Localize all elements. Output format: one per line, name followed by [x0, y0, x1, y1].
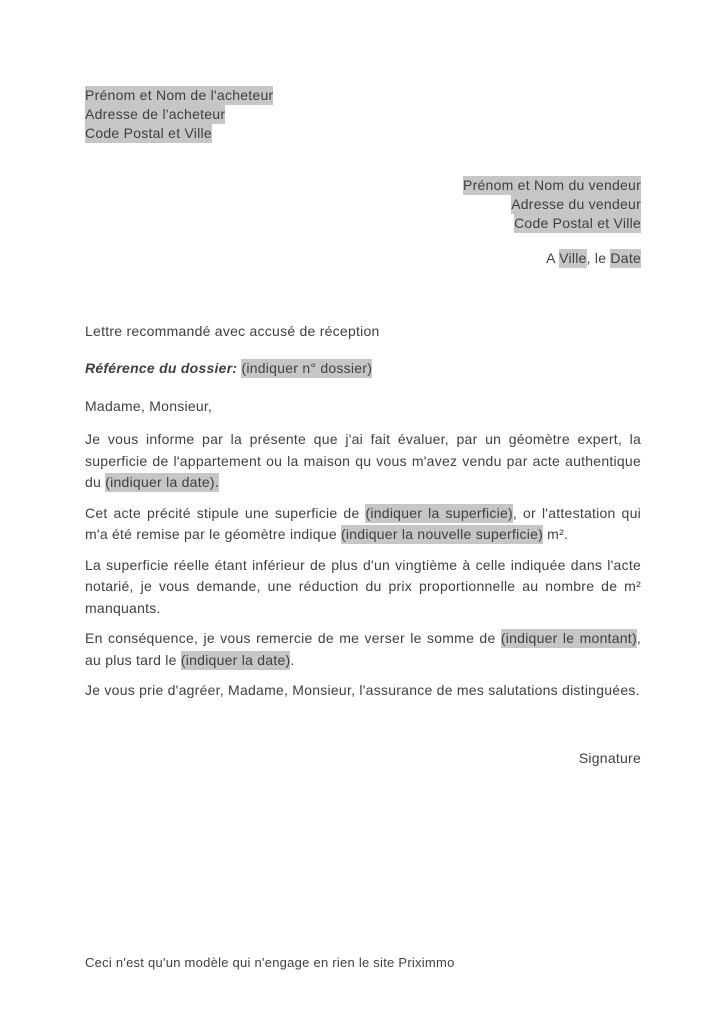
- seller-city-line: [85, 214, 641, 233]
- buyer-city-line: [85, 124, 641, 143]
- letter-content: [85, 86, 641, 769]
- reference-label: Référence du dossier:: [85, 360, 238, 376]
- paragraph-text: Je vous prie d'agréer, Madame, Monsieur, l'assurance de mes salutations distinguées.: [85, 682, 640, 698]
- signature-block: Signature: [578, 749, 641, 766]
- buyer-name-line: [85, 86, 641, 105]
- date-prefix: A: [546, 250, 560, 266]
- footer-disclaimer: Ceci n'est qu'un modèle qui n'engage en rien le site Priximmo: [85, 955, 455, 970]
- paragraph-text: m².: [543, 526, 569, 542]
- paragraph-text: Cet acte précité stipule une superficie de: [85, 504, 366, 521]
- seller-name-line: [85, 176, 641, 195]
- paragraph-text: Je vous informe par la présente que j'ai fait évaluer, par un géomètre expert, la superficie de l'appartement ou la maison qu vous m'avez vendu par acte authentique du: [85, 431, 641, 490]
- body-paragraph: [85, 680, 641, 702]
- body-paragraph: [85, 503, 641, 546]
- reference-line: [85, 358, 641, 379]
- placeholder-field: (indiquer la date).: [105, 474, 219, 490]
- letter-body: [85, 429, 641, 702]
- paragraph-text: La superficie réelle étant inférieur de plus d'un vingtième à celle indiquée dans l'acte notarié, je vous demande, une réduction du prix proportionnelle au nombre de m² manquants.: [85, 556, 641, 616]
- body-paragraph: [85, 628, 641, 671]
- buyer-name-placeholder: Prénom et Nom de l'acheteur: [85, 87, 274, 103]
- seller-address-block: [85, 176, 641, 233]
- paragraph-text: En conséquence, je vous remercie de me verser le somme de: [85, 630, 501, 646]
- seller-address-placeholder: Adresse du vendeur: [511, 196, 641, 212]
- placeholder-field: (indiquer la superficie): [365, 504, 513, 521]
- buyer-address-block: [85, 86, 641, 143]
- place-date-line: [85, 249, 641, 268]
- placeholder-field: (indiquer la date): [180, 651, 291, 668]
- buyer-city-placeholder: Code Postal et Ville: [85, 125, 212, 141]
- paragraph-text: .: [290, 651, 295, 668]
- date-separator: , le: [586, 250, 611, 266]
- city-placeholder: Ville: [559, 250, 587, 266]
- salutation: Madame, Monsieur,: [85, 398, 213, 414]
- placeholder-field: (indiquer la nouvelle superficie): [341, 526, 544, 542]
- reference-placeholder: (indiquer n° dossier): [241, 360, 373, 376]
- seller-name-placeholder: Prénom et Nom du vendeur: [463, 177, 641, 193]
- seller-city-placeholder: Code Postal et Ville: [514, 215, 641, 231]
- buyer-address-placeholder: Adresse de l'acheteur: [85, 106, 226, 122]
- paragraph-text: , au plus tard le: [85, 630, 642, 668]
- body-paragraph: [85, 555, 641, 620]
- subject-line: Lettre recommandé avec accusé de réception: [85, 323, 380, 339]
- paragraph-text: , or l'attestation qui m'a été remise par le géomètre indique: [85, 504, 641, 542]
- date-placeholder: Date: [610, 250, 641, 266]
- body-paragraph: [85, 429, 641, 494]
- placeholder-field: (indiquer le montant): [500, 630, 637, 646]
- buyer-address-line: [85, 105, 641, 124]
- seller-address-line: [85, 195, 641, 214]
